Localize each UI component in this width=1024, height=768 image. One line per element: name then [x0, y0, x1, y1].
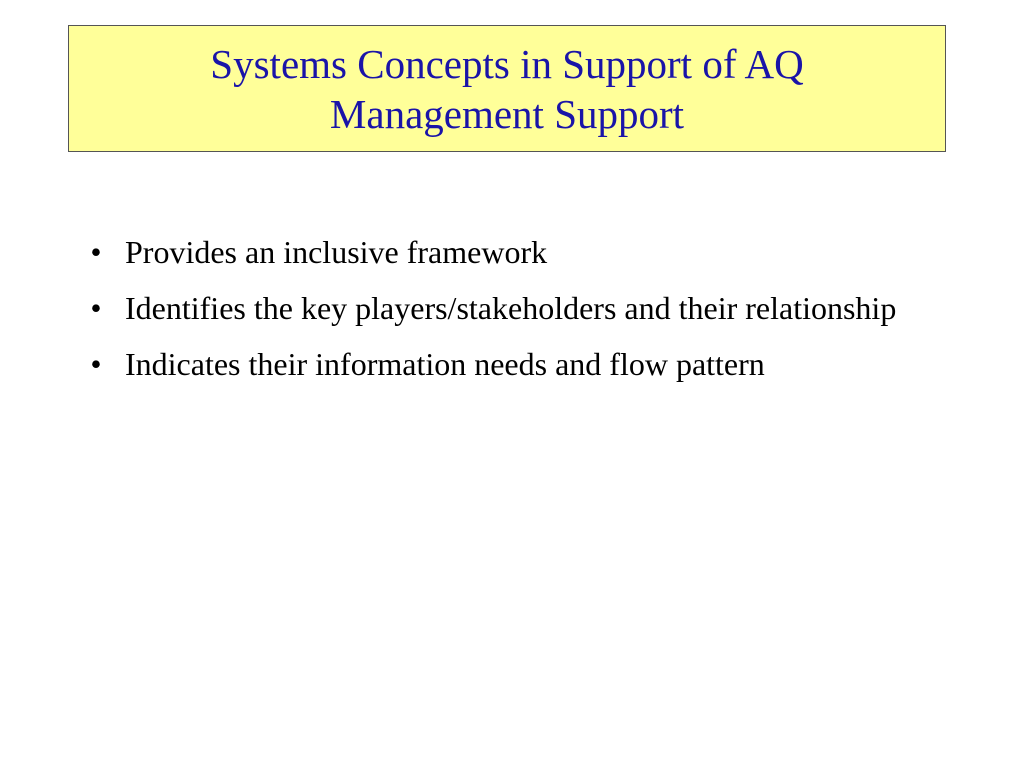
bullet-item [86, 230, 946, 275]
bullet-item [86, 342, 946, 387]
bullet-list [86, 230, 946, 398]
slide-title-line-1: Systems Concepts in Support of AQ [210, 40, 804, 87]
bullet-text: Provides an inclusive framework [125, 234, 548, 270]
bullet-icon: • [90, 346, 102, 382]
title-box [68, 25, 946, 152]
bullet-icon: • [90, 234, 102, 270]
bullet-icon: • [90, 290, 102, 326]
bullet-text: Identifies the key players/stakeholders and their relationship [125, 290, 897, 326]
bullet-item [86, 286, 946, 331]
bullet-text: Indicates their information needs and flow pattern [125, 346, 765, 382]
slide-title-line-2: Management Support [329, 90, 685, 137]
